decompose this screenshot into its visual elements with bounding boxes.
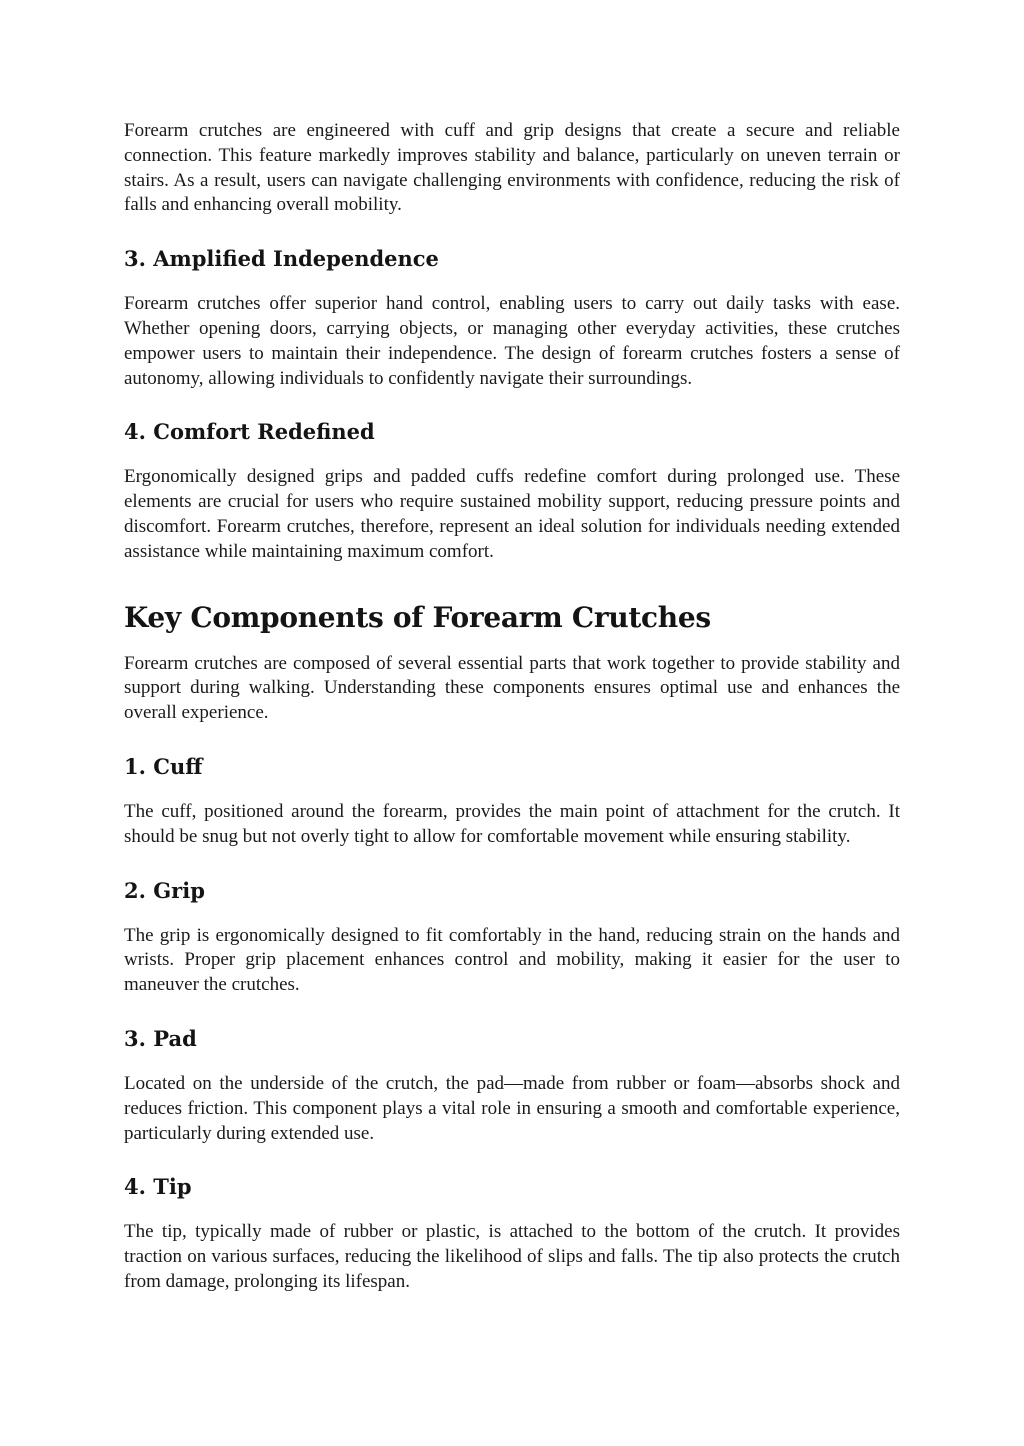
component-body-tip: The tip, typically made of rubber or plastic, is attached to the bottom of the crutch. It provides traction on various surfaces, reducing the likelihood of slips and falls. The tip also protects the crutch from damage, prolonging its lifespan. (124, 1221, 900, 1292)
component-body-grip: The grip is ergonomically designed to fit comfortably in the hand, reducing strain on the hands and wrists. Proper grip placement enhances control and mobility, making it easier for the user to maneuver the crutches. (124, 924, 900, 996)
component-body-cuff: The cuff, positioned around the forearm, provides the main point of attachment for the crutch. It should be snug but not overly tight to allow for comfortable movement while ensuring stability. (124, 800, 900, 847)
section-title-key-components: Key Components of Forearm Crutches (124, 600, 711, 634)
benefit-heading-comfort: 4. Comfort Redefined (124, 419, 375, 445)
benefit-heading-independence: 3. Amplified Independence (124, 246, 439, 272)
benefit-body-independence: Forearm crutches offer superior hand control, enabling users to carry out daily tasks with ease. Whether opening doors, carrying objects, or managing other everyday activities, these crutches empower users to maintain their independence. The design of forearm crutches fosters a sense of autonomy, allowing individuals to confidently navigate their surroundings. (124, 293, 900, 389)
benefit-body-comfort: Ergonomically designed grips and padded cuffs redefine comfort during prolonged use. These elements are crucial for users who require sustained mobility support, reducing pressure points and discomfort. Forearm crutches, therefore, represent an ideal solution for individuals needing extended assistance while maintaining maximum comfort. (124, 466, 900, 562)
component-heading-pad: 3. Pad (124, 1025, 197, 1051)
component-body-pad: Located on the underside of the crutch, the pad—made from rubber or foam—absorbs shock and reduces friction. This component plays a vital role in ensuring a smooth and comfortable experience, particularly during extended use. (124, 1072, 900, 1144)
document-page (124, 119, 900, 1295)
components-intro-paragraph: Forearm crutches are composed of several essential parts that work together to provide stability and support during walking. Understanding these components ensures optimal use and enhances the overall experience. (124, 652, 900, 724)
component-heading-tip: 4. Tip (124, 1174, 192, 1200)
intro-paragraph: Forearm crutches are engineered with cuff and grip designs that create a secure and reliable connection. This feature markedly improves stability and balance, particularly on uneven terrain or stairs. As a result, users can navigate challenging environments with confidence, reducing the risk of falls and enhancing overall mobility. (124, 120, 900, 216)
component-heading-cuff: 1. Cuff (124, 753, 203, 779)
component-heading-grip: 2. Grip (124, 877, 205, 903)
